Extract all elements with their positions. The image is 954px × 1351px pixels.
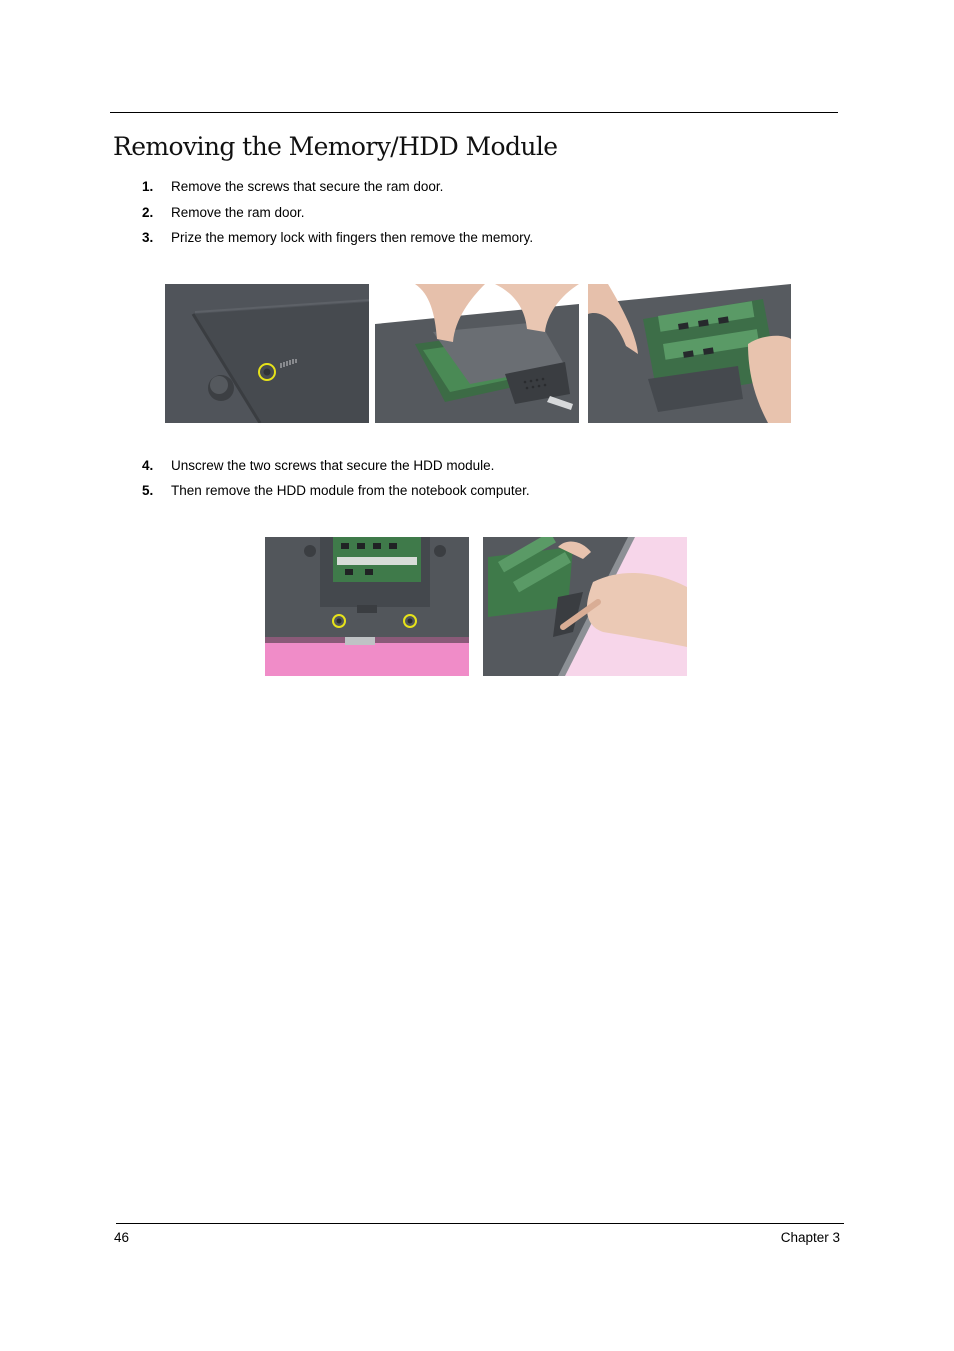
- step-number: 4.: [142, 458, 154, 473]
- header-rule: [110, 112, 838, 113]
- hdd-screws-photo: [265, 537, 469, 676]
- step-text: Remove the screws that secure the ram door.: [171, 179, 444, 194]
- step-text: Then remove the HDD module from the notebook computer.: [171, 483, 530, 498]
- step-number: 2.: [142, 205, 154, 220]
- step-number: 3.: [142, 230, 154, 245]
- memory-removal-photo: [588, 284, 791, 423]
- ram-door-removal-photo: [375, 284, 579, 423]
- footer-rule: [116, 1223, 844, 1224]
- step-text: Unscrew the two screws that secure the HDD module.: [171, 458, 495, 473]
- step-number: 1.: [142, 179, 154, 194]
- step-text: Remove the ram door.: [171, 205, 305, 220]
- chapter-label: Chapter 3: [780, 1230, 840, 1245]
- page-number: 46: [114, 1230, 130, 1245]
- hdd-removal-photo: [483, 537, 687, 676]
- page-title: Removing the Memory/HDD Module: [113, 132, 558, 161]
- ram-door-screw-photo: [165, 284, 369, 423]
- step-number: 5.: [142, 483, 154, 498]
- step-text: Prize the memory lock with fingers then remove the memory.: [171, 230, 534, 245]
